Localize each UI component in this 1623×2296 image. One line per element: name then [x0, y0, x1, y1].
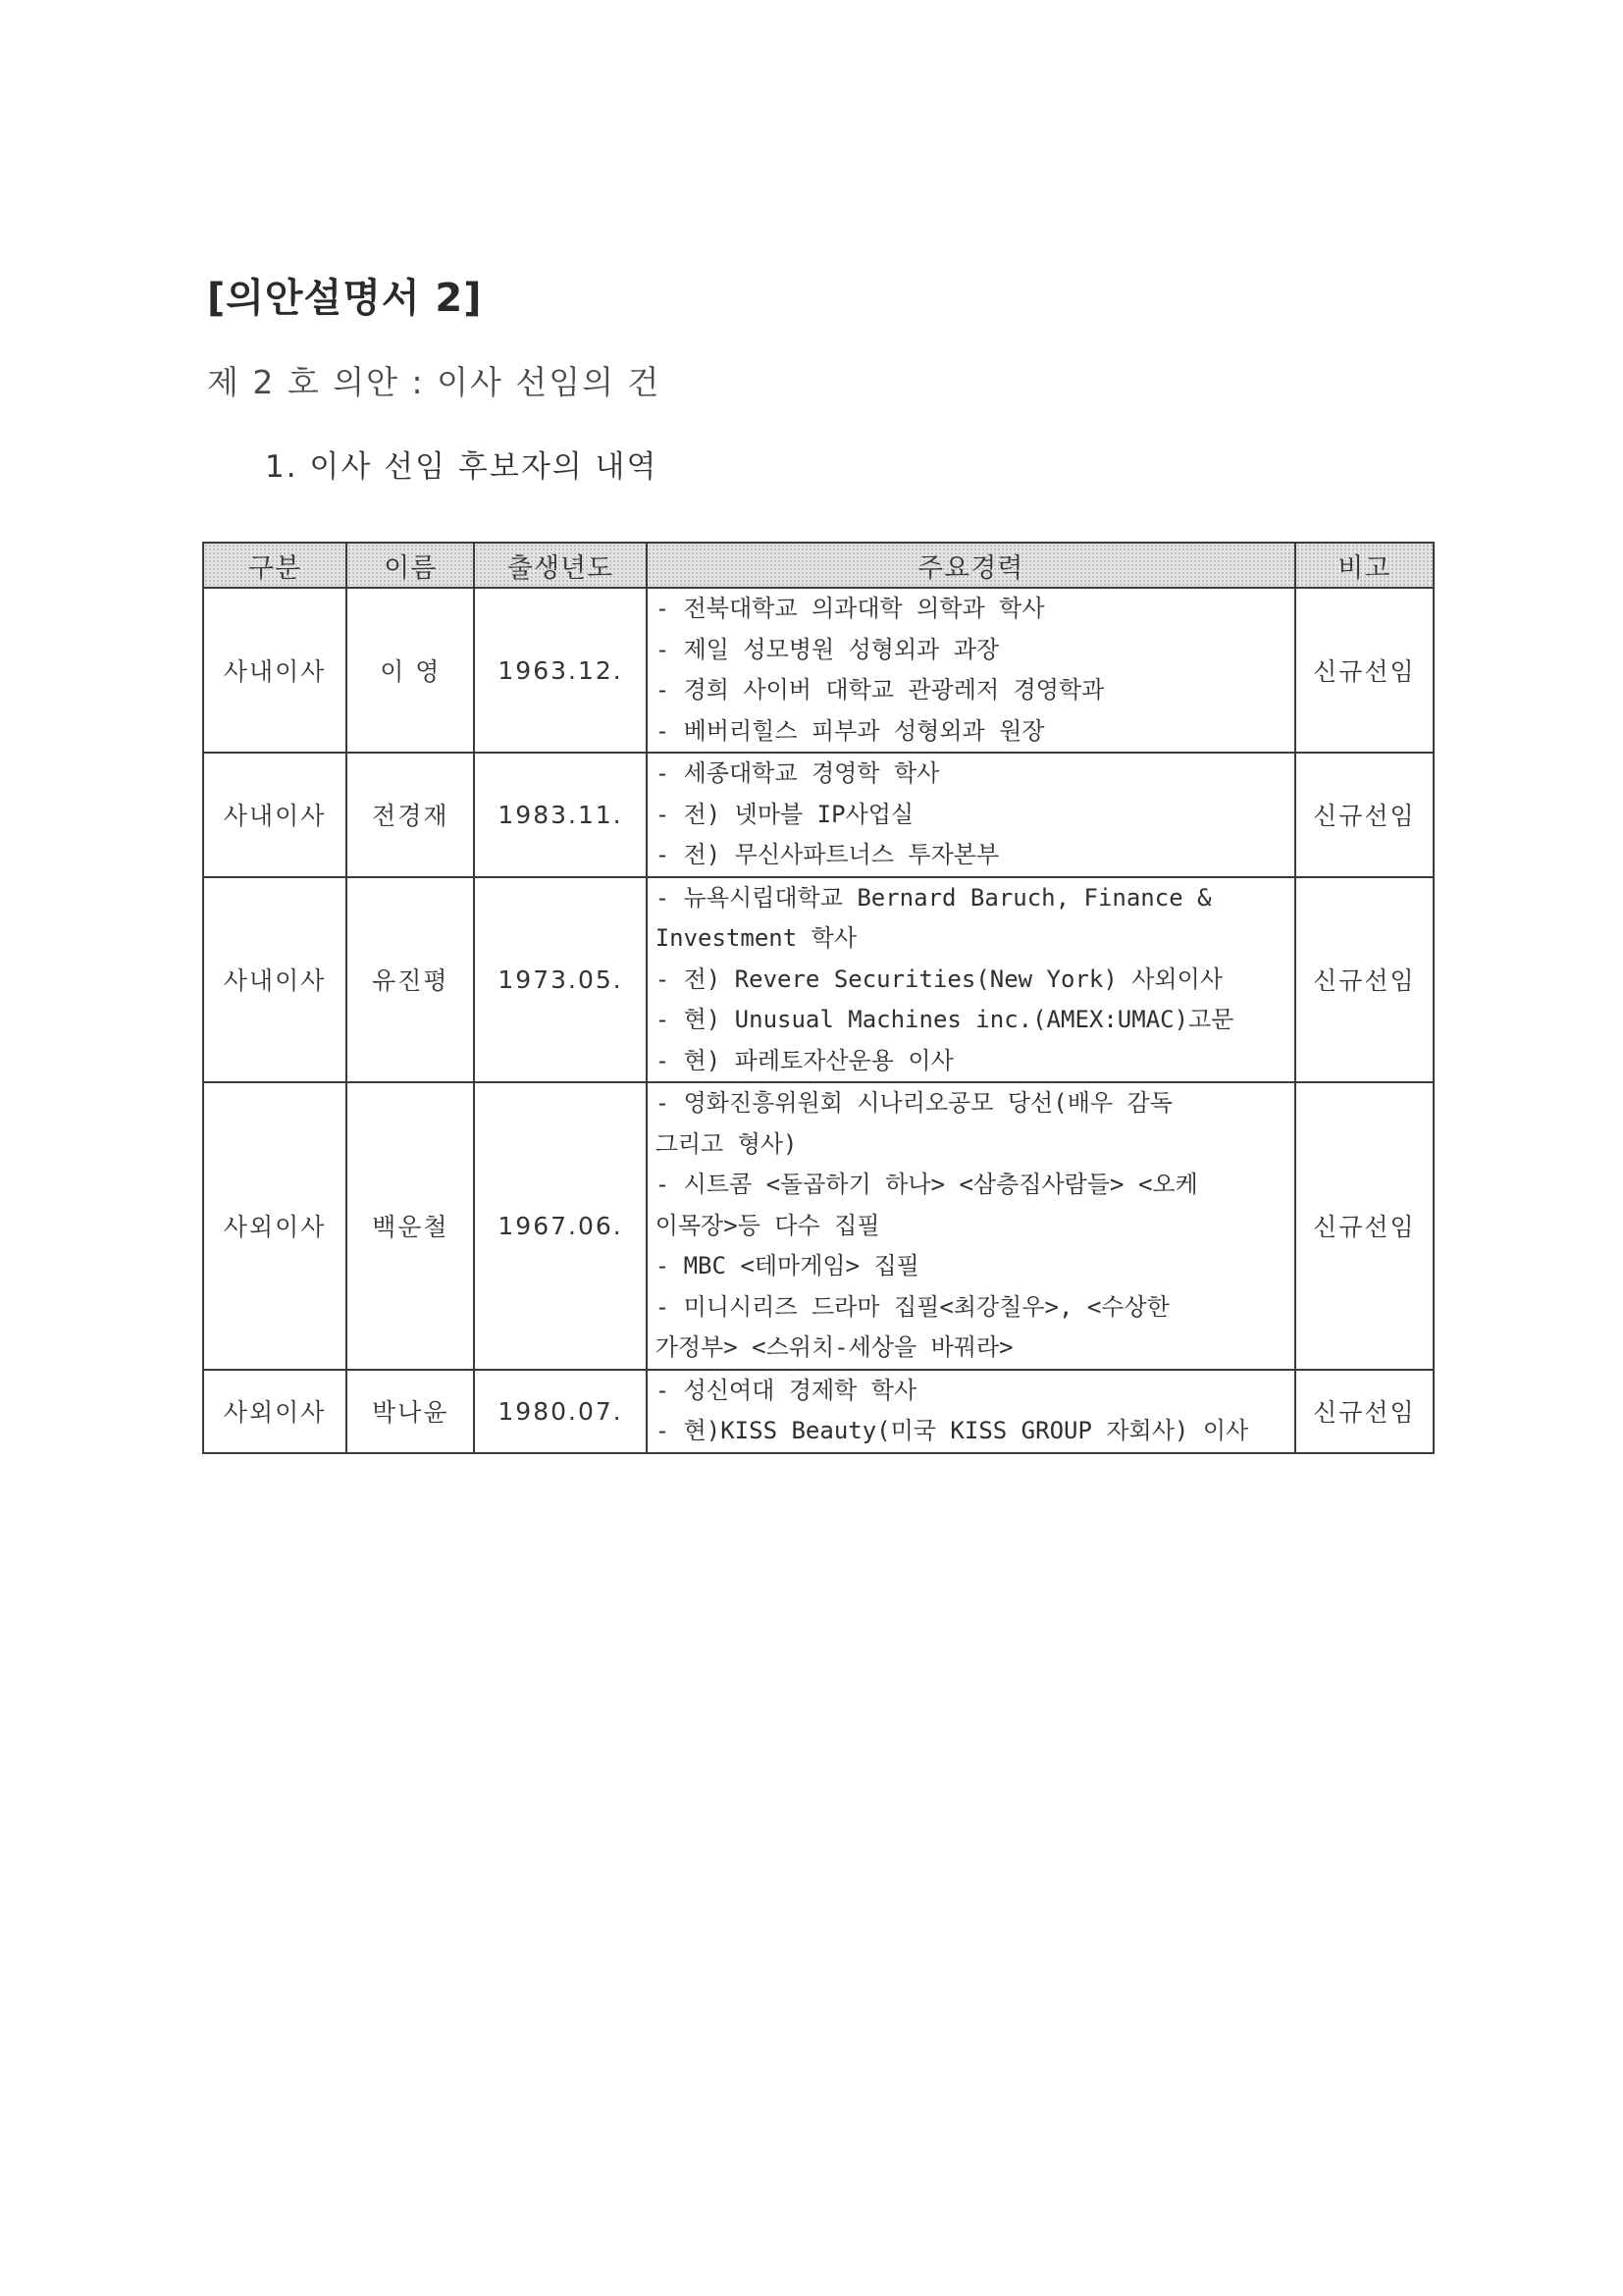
cell-gubun: 사외이사 [203, 1370, 346, 1453]
document-title: [의안설명서 2] [207, 276, 483, 321]
cell-note: 신규선임 [1295, 588, 1434, 753]
cell-gubun: 사내이사 [203, 753, 346, 877]
table-row [203, 1370, 1434, 1453]
table-row [203, 753, 1434, 877]
cell-note: 신규선임 [1295, 877, 1434, 1083]
career-line: - 전북대학교 의과대학 의학과 학사 [654, 595, 1045, 622]
cell-career [647, 1370, 1295, 1453]
career-line: - 제일 성모병원 성형외과 과장 [654, 635, 1000, 663]
cell-name: 유진평 [346, 877, 474, 1083]
cell-name: 전경재 [346, 753, 474, 877]
career-line: 이목장>등 다수 집필 [654, 1211, 880, 1239]
cell-birth: 1963.12. [474, 588, 646, 753]
cell-name: 이 영 [346, 588, 474, 753]
career-line: - MBC <테마게임> 집필 [654, 1252, 919, 1279]
cell-gubun: 사내이사 [203, 588, 346, 753]
career-line: 가정부> <스위치-세상을 바꿔라> [654, 1333, 1014, 1361]
cell-note: 신규선임 [1295, 1370, 1434, 1453]
career-line: - 세종대학교 경영학 학사 [654, 759, 940, 787]
cell-birth: 1983.11. [474, 753, 646, 877]
table-row [203, 1082, 1434, 1370]
header-note: 비고 [1295, 543, 1434, 588]
cell-career [647, 1082, 1295, 1370]
cell-note: 신규선임 [1295, 1082, 1434, 1370]
cell-birth: 1967.06. [474, 1082, 646, 1370]
section-heading: 1. 이사 선임 후보자의 내역 [265, 449, 658, 485]
table-row [203, 877, 1434, 1083]
cell-career [647, 877, 1295, 1083]
cell-career [647, 753, 1295, 877]
cell-birth: 1973.05. [474, 877, 646, 1083]
header-birth: 출생년도 [474, 543, 646, 588]
header-career: 주요경력 [647, 543, 1295, 588]
career-line: Investment 학사 [654, 924, 857, 952]
career-line: - 베버리힐스 피부과 성형외과 원장 [654, 716, 1045, 745]
career-line: - 시트콤 <돌곱하기 하나> <삼층집사람들> <오케 [654, 1171, 1198, 1198]
career-line: - 현)KISS Beauty(미국 KISS GROUP 자회사) 이사 [654, 1417, 1249, 1444]
cell-name: 박나윤 [346, 1370, 474, 1453]
career-line: - 미니시리즈 드라마 집필<최강칠우>, <수상한 [654, 1292, 1170, 1321]
career-line: - 영화진흥위원회 시나리오공모 당선(배우 감독 [654, 1089, 1173, 1117]
career-line: - 경희 사이버 대학교 관광레저 경영학과 [654, 676, 1105, 704]
cell-gubun: 사외이사 [203, 1082, 346, 1370]
header-name: 이름 [346, 543, 474, 588]
career-line: - 현) 파레토자산운용 이사 [654, 1046, 954, 1074]
header-gubun: 구분 [203, 543, 346, 588]
table-row [203, 588, 1434, 753]
career-line: - 전) Revere Securities(New York) 사외이사 [654, 965, 1223, 993]
cell-name: 백운철 [346, 1082, 474, 1370]
agenda-subtitle: 제 2 호 의안 : 이사 선임의 건 [207, 363, 661, 401]
career-line: - 성신여대 경제학 학사 [654, 1376, 917, 1404]
cell-gubun: 사내이사 [203, 877, 346, 1083]
cell-note: 신규선임 [1295, 753, 1434, 877]
career-line: 그리고 형사) [654, 1129, 798, 1158]
career-line: - 뉴욕시립대학교 Bernard Baruch, Finance & [654, 883, 1212, 912]
career-line: - 전) 넷마블 IP사업실 [654, 800, 915, 828]
career-line: - 현) Unusual Machines inc.(AMEX:UMAC)고문 [654, 1006, 1234, 1033]
career-line: - 전) 무신사파트너스 투자본부 [654, 841, 1000, 868]
table-header-row [203, 543, 1434, 588]
cell-career [647, 588, 1295, 753]
cell-birth: 1980.07. [474, 1370, 646, 1453]
candidate-table [202, 542, 1435, 1454]
